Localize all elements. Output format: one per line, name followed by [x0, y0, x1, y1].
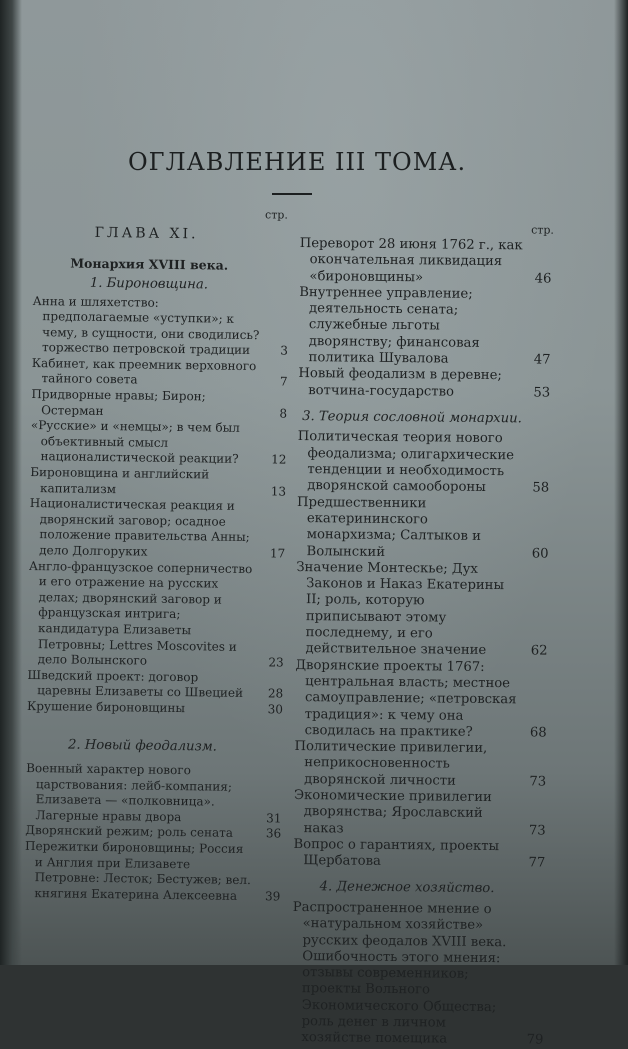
part-heading: Монархия XVIII века.	[70, 255, 229, 273]
page-column-label: стр.	[265, 208, 288, 222]
section-heading: 2. Новый феодализм.	[67, 737, 217, 755]
entry-page-number: 62	[530, 643, 548, 659]
entry-page-number: 39	[265, 889, 281, 904]
toc-entry[interactable]	[294, 788, 546, 840]
entry-page-number: 46	[534, 271, 552, 287]
toc-right-column	[291, 222, 552, 1049]
entry-page-number: 79	[526, 1032, 544, 1048]
entry-text: Политическая теория нового феодализма; олигархические тенденции и необходимость дворянской самообороны	[297, 429, 515, 496]
page-title: ОГЛАВЛЕНИЕ III ТОМА.	[128, 148, 467, 176]
entry-page-number: 53	[533, 385, 551, 401]
entry-page-number: 12	[271, 452, 287, 467]
entry-page-number: 7	[279, 374, 288, 390]
entry-text: Крушение бироновщины	[26, 698, 186, 716]
book-gutter-shadow	[0, 0, 22, 965]
entry-text: Предшественники екатерининского монархизма; Салтыков и Волынский	[296, 494, 481, 560]
toc-entry[interactable]	[298, 285, 551, 369]
toc-entry[interactable]	[32, 293, 289, 359]
toc-entries	[293, 429, 550, 872]
toc-entry[interactable]	[28, 559, 285, 672]
entry-page-number: 58	[532, 480, 550, 496]
toc-entries	[291, 900, 545, 1049]
entry-text: Военный характер нового царствования: лейб-компания; Елизавета — «полковница». Лагерные нравы двора	[26, 760, 233, 824]
entry-text: Распространенное мнение о «натуральном хозяйстве» русских феодалов XVIII века. Ошибочность этого мнения: отзывы современников; проекты Вольного Экономического Общества; роль денег в личном хозяйстве помещика	[292, 899, 507, 1047]
toc-entry[interactable]	[294, 739, 546, 791]
section-heading: 1. Бироновщина.	[89, 275, 209, 293]
entry-text: Внутреннее управление; деятельность сената; служебные льготы дворянству; финансовая политика Шувалова	[299, 284, 480, 367]
toc-entry[interactable]	[295, 560, 548, 660]
entry-text: Придворные нравы; Бирон; Остерман	[31, 387, 206, 418]
entry-page-number: 28	[267, 686, 284, 701]
section-heading: 4. Денежное хозяйство.	[319, 879, 495, 897]
entry-text: Кабинет, как преемник верховного тайного совета	[31, 355, 257, 387]
entry-page-number: 3	[280, 343, 289, 358]
entry-text: Значение Монтескье; Дух Законов и Наказ Екатерины II; роль, которую приписывают этому последнему, и его действительное значение	[296, 559, 505, 659]
toc-entry[interactable]	[298, 366, 550, 401]
toc-entry[interactable]	[30, 465, 286, 500]
title-divider	[272, 193, 312, 195]
toc-entry[interactable]	[27, 668, 283, 703]
toc-left-column	[24, 206, 290, 905]
toc-entry[interactable]	[297, 429, 550, 497]
entry-page-number: 30	[267, 702, 284, 717]
entry-text: Переворот 28 июня 1762 г., как окончательная ликвидация «бироновщины»	[299, 235, 523, 285]
entry-text: Экономические привилегии дворянства; Ярославский наказ	[293, 787, 492, 837]
entry-text: Дворянские проекты 1767: центральная власть; местное самоуправление; «петровская традиция»: к чему она сводилась на практике?	[295, 657, 517, 740]
entry-page-number: 23	[268, 655, 284, 670]
entry-page-number: 36	[265, 826, 282, 841]
toc-entry[interactable]	[293, 837, 545, 872]
entry-text: Шведский проект: договор царевны Елизаветы со Швецией	[27, 667, 244, 701]
toc-entries	[298, 236, 552, 402]
entry-text: Дворянский режим; роль сената	[25, 823, 234, 841]
toc-entry[interactable]	[25, 761, 282, 827]
toc-entries	[27, 293, 289, 718]
toc-entry[interactable]	[291, 900, 545, 1049]
entry-page-number: 31	[266, 811, 282, 826]
toc-entry[interactable]	[299, 236, 551, 288]
entry-text: Пережитки бироновщины; Россия и Англия при Елизавете Петровне: Лесток; Бестужев; вел. княгиня Екатерина Алексеевна	[24, 838, 251, 903]
toc-entry[interactable]	[31, 356, 287, 391]
toc-entry[interactable]	[24, 839, 281, 905]
entry-text: Вопрос о гарантиях, проекты Щербатова	[293, 836, 500, 870]
entry-page-number: 13	[270, 483, 287, 499]
entry-page-number: 17	[269, 546, 286, 561]
chapter-heading: ГЛАВА XI.	[94, 224, 199, 243]
page-column-label: стр.	[531, 223, 554, 237]
toc-entry[interactable]	[31, 387, 287, 422]
entry-page-number: 8	[279, 406, 288, 421]
entry-page-number: 60	[531, 545, 549, 562]
toc-entry[interactable]	[29, 496, 286, 562]
entry-text: Националистическая реакция и дворянский заговор; осадное положение правительства Анны; дело Долгоруких	[29, 496, 250, 559]
toc-entry[interactable]	[295, 658, 548, 742]
entry-page-number: 77	[528, 855, 546, 871]
entry-text: «Русские» и «немцы»; в чем был объективный смысл националистической реакции?	[30, 418, 240, 467]
entry-text: Новый феодализм в деревне; вотчина-государство	[298, 366, 502, 400]
entry-text: Анна и шляхетство: предполагаемые «уступки»; к чему, в сущности, они сводились? торжество петровской традиции	[32, 293, 260, 358]
entry-text: Политические привилегии, неприкосновенность дворянской личности	[294, 739, 488, 789]
toc-entry[interactable]	[27, 699, 283, 718]
entry-text: Англо-французское соперничество и его отражение на русских делах; дворянский заговор и французская интрига; кандидатура Елизаветы Петровны; Lettres Moscovites и дело Волынского	[28, 558, 253, 668]
toc-entry[interactable]	[30, 418, 287, 468]
page-edge-shadow	[614, 0, 628, 965]
toc-entry[interactable]	[296, 495, 549, 563]
entry-page-number: 73	[529, 774, 547, 790]
entry-page-number: 47	[533, 352, 551, 368]
entry-page-number: 73	[528, 823, 546, 839]
section-heading: 3. Теория сословной монархии.	[302, 409, 522, 427]
entry-text: Бироновщина и английский капитализм	[30, 465, 210, 496]
toc-entries	[24, 761, 282, 905]
entry-page-number: 68	[529, 725, 547, 741]
